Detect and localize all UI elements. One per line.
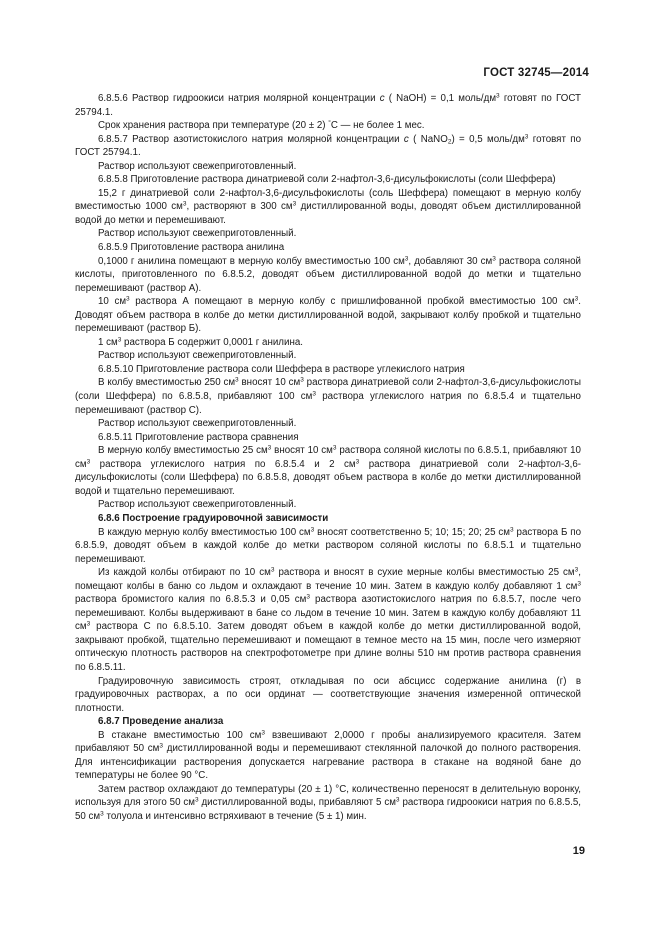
text-run: В стакане вместимостью 100 см [98, 729, 262, 741]
text-run: готовят по ГОСТ 25794.1. [75, 93, 582, 118]
text-run: , добавляют 30 см [408, 255, 493, 267]
clause-6-8-5-6 [75, 92, 581, 119]
clause-6-8-6-procedure [75, 566, 581, 674]
text-run: раствора бромистого калия по 6.8.5.3 и 0,05 см [75, 594, 307, 606]
clause-6-8-5-9 [75, 241, 581, 255]
text-run: ) = 0,5 моль/дм [451, 133, 525, 145]
superscript: 3 [300, 376, 304, 384]
fresh-note [75, 349, 581, 363]
superscript: 3 [510, 525, 514, 533]
text-run: толуола и интенсивно встряхивают в течение (5 ± 1) мин. [103, 810, 367, 822]
text-run: раствора Б по 6.8.5.9, доводят объем в каждой колбе до метки раствором соляной кислоты по 6.8.5.1 и тщательно перемешивают. [75, 526, 581, 565]
text-run: раствора соляной кислоты по 6.8.5.1, прибавляют 10 см [75, 445, 581, 470]
text-run: 10 см [98, 296, 127, 308]
text-run: . Доводят объем раствора в колбе до метки дистиллированной водой, закрывают колбу пробкой и тщательно перемешивают (раствор Б). [75, 296, 581, 335]
text-run: Градуировочную зависимость строят, откладывая по оси абсцисс содержание анилина (г) в градуировочных растворах, а по оси ординат — соответствующие значения измеренной оптической плотности. [75, 675, 581, 714]
text-run: раствора углекислого натрия по 6.8.5.4 и 2 см [90, 458, 356, 470]
superscript: 3 [270, 566, 275, 574]
superscript: 3 [86, 620, 91, 628]
superscript: 3 [574, 295, 579, 303]
text-run: В каждую мерную колбу вместимостью 100 см [98, 526, 311, 538]
text-run: дистиллированной воды, прибавляют 5 см [198, 797, 396, 809]
superscript: 3 [235, 376, 239, 384]
text-run: 0,1000 г анилина помещают в мерную колбу вместимостью 100 см [98, 255, 405, 267]
text-run: 6.8.6 Построение градуировочной зависимости [98, 512, 329, 524]
superscript: 3 [312, 390, 317, 398]
subscript: 2 [447, 138, 452, 146]
text-run: Раствор используют свежеприготовленный. [98, 418, 297, 430]
text-run: дистиллированной воды, доводят объем дистиллированной водой до метки и перемешивают. [75, 201, 582, 226]
clause-6-8-5-8-text [75, 187, 581, 228]
text-run: раствора динатриевой соли 2-нафтол-3,6-дисульфокислоты (соли Шеффера) по 6.8.5.8, прибавляют 100 см [75, 377, 581, 403]
text-run: Из каждой колбы отбирают по 10 см [98, 567, 271, 579]
superscript: 3 [292, 200, 297, 208]
text-run: 6.8.5.8 Приготовление раствора динатриевой соли 2-нафтол-3,6-дисульфокислоты (соли Шеффера) [98, 174, 556, 186]
superscript: 3 [355, 458, 360, 466]
text-run: раствора динатриевой соли 2-нафтол-3,6-дисульфокислоты (соли Шеффера) по 6.8.5.8, доводят объем раствора в колбе до метки дистиллированной водой и тщательно перемешивают. [75, 458, 581, 497]
clause-6-8-5-8 [75, 173, 581, 187]
text-run: 6.8.5.10 Приготовление раствора соли Шеффера в растворе углекислого натрия [98, 363, 465, 375]
document-code-header: ГОСТ 32745—2014 [483, 67, 589, 79]
superscript: 3 [577, 580, 581, 588]
text-run: Затем раствор охлаждают до температуры (20 ± 1) °С, количественно переносят в делительную воронку, используя для этого 50 см [75, 783, 581, 809]
clause-6-8-7-extraction [75, 783, 581, 824]
superscript: 3 [574, 566, 579, 574]
text-run: раствора А помещают в мерную колбу с пришлифованной пробкой вместимостью 100 см [129, 296, 575, 308]
fresh-note [75, 160, 581, 174]
superscript: 3 [159, 742, 164, 750]
text-run: вносят 10 см [271, 445, 333, 457]
clause-6-8-6-calibration [75, 675, 581, 716]
superscript: 3 [524, 133, 529, 141]
page-number: 19 [572, 845, 585, 857]
text-run: c [403, 133, 409, 145]
superscript: 3 [332, 444, 337, 452]
text-run: раствора углекислого натрия по 6.8.5.4 и тщательно перемешивают (раствор С). [75, 391, 581, 416]
text-run: , помещают колбы в баню со льдом и охлаждают в течение 10 мин. Затем в каждую колбу добавляют 1 см [75, 567, 581, 592]
superscript: 3 [310, 525, 315, 533]
text-run: ( NaOH) = 0,1 моль/дм [384, 93, 497, 104]
superscript: 3 [86, 458, 91, 466]
clause-6-8-5-9-content [75, 336, 581, 350]
text-run: 6.8.5.6 Раствор гидроокиси натрия молярной концентрации [98, 93, 380, 104]
clause-6-8-5-10 [75, 363, 581, 377]
section-heading-6-8-7 [75, 715, 581, 729]
fresh-note [75, 498, 581, 512]
text-run: раствора соляной кислоты, приготовленного по 6.8.5.2, доводят объем дистиллированной водой до метки и тщательно перемешивают (раствор А). [75, 255, 581, 294]
text-run: раствора азотистокислого натрия по 6.8.5.7, после чего перемешивают. Колбы выдерживают в бане со льдом в течение 10 мин. Затем в каждую колбу добавляют 11 см [75, 594, 581, 633]
fresh-note [75, 417, 581, 431]
superscript: 3 [261, 729, 266, 737]
text-run: раствора и вносят в сухие мерные колбы вместимостью 25 см [274, 567, 575, 579]
clause-6-8-7-text [75, 729, 581, 783]
text-run: 15,2 г динатриевой соли 2-нафтол-3,6-дисульфокислоты (соль Шеффера) помещают в мерную колбу вместимостью 1000 см [75, 187, 581, 213]
text-run: готовят по ГОСТ 25794.1. [75, 133, 581, 159]
text-run: Срок хранения раствора при температуре (20 ± 2) [98, 120, 329, 132]
document-body [75, 92, 581, 824]
text-run: 6.8.5.9 Приготовление раствора анилина [98, 242, 285, 254]
text-run: вносят соответственно 5; 10; 15; 20; 25 см [314, 526, 510, 538]
text-run: вносят 10 см [238, 377, 301, 389]
text-run: Раствор используют свежеприготовленный. [98, 350, 297, 362]
superscript: 3 [496, 92, 500, 100]
clause-6-8-5-9-solution-b [75, 295, 581, 336]
clause-6-8-6-text [75, 526, 581, 567]
text-run: раствора гидроокиси натрия по 6.8.5.5, 50 см [75, 797, 581, 822]
superscript: 3 [100, 810, 104, 818]
text-run: Раствор используют свежеприготовленный. [98, 499, 297, 511]
text-run: , растворяют в 300 см [186, 201, 293, 213]
storage-note [75, 119, 581, 133]
clause-6-8-5-7 [75, 133, 581, 160]
clause-6-8-5-11-text [75, 444, 581, 498]
text-run: 1 см [98, 336, 118, 348]
text-run: c [379, 93, 385, 104]
text-run: раствора С по 6.8.5.10. Затем доводят объем в каждой колбе до метки дистиллированной водой, закрывают пробкой, тщательно перемешивают и помещают в темное место на 15 мин, после чего измеряют оптическую плотность растворов на спектрофотометре при длине волны 510 нм против раствора сравнения по 6.8.5.11. [75, 621, 581, 673]
clause-6-8-5-10-text [75, 376, 581, 417]
superscript: 3 [267, 444, 272, 452]
superscript: 3 [117, 336, 122, 344]
text-run: 6.8.5.11 Приготовление раствора сравнения [98, 431, 299, 443]
superscript: 3 [194, 796, 199, 804]
text-run: дистиллированной воды и перемешивают стеклянной палочкой до полного растворения. Для интенсификации растворения допускается нагревание раствора в стакане на водяной бане до температуры не более 90 °С. [75, 743, 581, 782]
superscript: ° [328, 119, 331, 127]
clause-6-8-5-11 [75, 431, 581, 445]
superscript: 3 [492, 254, 496, 262]
superscript: 3 [306, 593, 311, 601]
superscript: 3 [126, 295, 130, 303]
text-run: 6.8.5.7 Раствор азотистокислого натрия молярной концентрации [98, 133, 404, 145]
text-run: раствора Б содержит 0,0001 г анилина. [121, 336, 303, 348]
text-run: Раствор используют свежеприготовленный. [98, 228, 297, 240]
section-heading-6-8-6 [75, 512, 581, 526]
superscript: 3 [404, 254, 409, 262]
text-run: 6.8.7 Проведение анализа [98, 716, 224, 728]
text-run: В мерную колбу вместимостью 25 см [98, 445, 268, 457]
text-run: Раствор используют свежеприготовленный. [98, 160, 297, 172]
text-run: взвешивают 2,0000 г пробы анализируемого красителя. Затем прибавляют 50 см [75, 729, 581, 755]
fresh-note [75, 227, 581, 241]
text-run: С — не более 1 мес. [330, 120, 425, 132]
text-run: ( NaNO [408, 133, 448, 145]
superscript: 3 [395, 796, 400, 804]
clause-6-8-5-9-solution-a [75, 255, 581, 296]
text-run: В колбу вместимостью 250 см [98, 377, 236, 389]
superscript: 3 [182, 200, 187, 208]
